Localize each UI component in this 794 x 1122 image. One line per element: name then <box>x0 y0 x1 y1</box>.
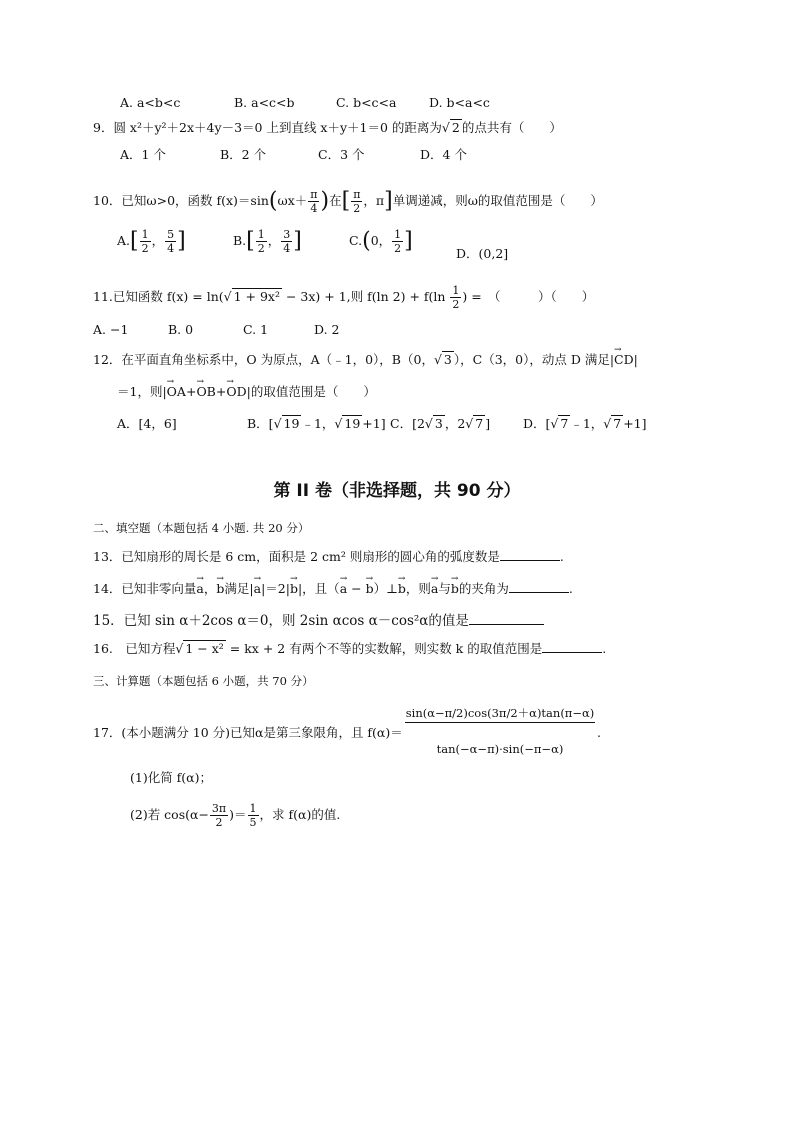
q11-stem: 11.已知函数 f(x) = ln(√ 1 + 9x² − 3x) + 1,则 f(ln 2) + f(ln $\frac{1}{2}$ ) = （ ）（ ） <box>93 284 595 311</box>
q11-option-a: A. −1 <box>93 322 129 337</box>
q12-stem-line1: 12．在平面直角坐标系中，O 为原点，A（﹣1，0），B（0，√ 3 ），C（3，0），动点 D 满足|→ CD| <box>93 351 638 369</box>
q9-option-a: A．1 个 <box>120 147 166 162</box>
q17-sub1: (1)化简 f(α)； <box>130 770 213 785</box>
q17-end: . <box>597 725 601 740</box>
q14-answer-blank[interactable] <box>509 580 569 593</box>
q15: 15．已知 sin α＋2cos α＝0，则 2sin αcos α－cos²α的值是 <box>93 612 544 630</box>
q13: 13．已知扇形的周长是 6 cm，面积是 2 cm² 则扇形的圆心角的弧度数是 . <box>93 549 564 564</box>
part-3-heading: 三、计算题（本题包括 6 小题，共 70 分） <box>93 674 314 688</box>
q17-denominator: tan(−α−π)·sin(−π−α) <box>436 742 564 756</box>
q11-option-b: B. 0 <box>168 322 194 337</box>
q8-option-a: A. a<b<c <box>120 95 181 110</box>
q11-option-d: D. 2 <box>314 322 340 337</box>
q13-answer-blank[interactable] <box>500 548 560 561</box>
q12-option-d: D．[√ 7 ﹣1，√ 7 +1] <box>523 416 647 431</box>
q12-stem-line2: ＝1，则|→ OA+→ OB+→ OD|的取值范围是（ ） <box>117 383 376 401</box>
q8-option-d: D. b<a<c <box>429 95 490 110</box>
q10-option-c: C.(0， $\frac{1}{2}$ ] <box>349 228 413 255</box>
q9-stem: 9．圆 x²＋y²＋2x＋4y－3＝0 上到直线 x＋y＋1＝0 的距离为√ 2 的点共有（ ） <box>93 120 562 135</box>
section-2-title: 第 II 卷（非选择题，共 90 分） <box>273 481 521 501</box>
q8-option-b: B. a<c<b <box>234 95 295 110</box>
q16: 16. 已知方程√ 1 − x² = kx + 2 有两个不等的实数解，则实数 k 的取值范围是 . <box>93 641 607 656</box>
q8-option-c: C. b<c<a <box>336 95 397 110</box>
q10-stem: 10．已知ω>0，函数 f(x)＝sin(ωx＋ $\frac{\pi}{4}$ )在[ $\frac{\pi}{2}$ ，π]单调递减，则ω的取值范围是（ ） <box>93 188 603 215</box>
q12-option-a: A．[4，6] <box>117 416 177 431</box>
q10-option-d: D．(0,2] <box>456 246 509 261</box>
q9-option-b: B．2 个 <box>220 147 267 162</box>
q11-option-c: C. 1 <box>243 322 269 337</box>
q17-numerator: sin(α−π/2)cos(3π/2＋α)tan(π−α) <box>405 704 595 723</box>
q14: 14．已知非零向量→ a，→ b满足|→ a|＝2|→ b|，且（→ a − → b）⊥→ b，则→ a与→ b的夹角为 . <box>93 580 573 598</box>
q15-answer-blank[interactable] <box>469 612 544 625</box>
q17-stem: 17．(本小题满分 10 分)已知α是第三象限角，且 f(α)＝ <box>93 725 403 740</box>
part-2-heading: 二、填空题（本题包括 4 小题. 共 20 分） <box>93 521 310 535</box>
q10-option-a: A.[ $\frac{1}{2}$ ， $\frac{5}{4}$ ] <box>117 228 186 255</box>
q16-answer-blank[interactable] <box>542 640 602 653</box>
q10-option-b: B.[ $\frac{1}{2}$ ， $\frac{3}{4}$ ] <box>233 228 302 255</box>
q17-sub2: (2)若 cos(α− $\frac{3\pi}{2}$ )＝ $\frac{1}{5}$ ，求 f(α)的值. <box>130 802 341 829</box>
q12-option-b: B．[√ 19 ﹣1，√ 19 +1] <box>247 416 386 431</box>
q9-option-d: D．4 个 <box>420 147 467 162</box>
q9-option-c: C．3 个 <box>318 147 365 162</box>
q12-option-c: C．[2√ 3 ，2√ 7 ] <box>390 416 491 431</box>
